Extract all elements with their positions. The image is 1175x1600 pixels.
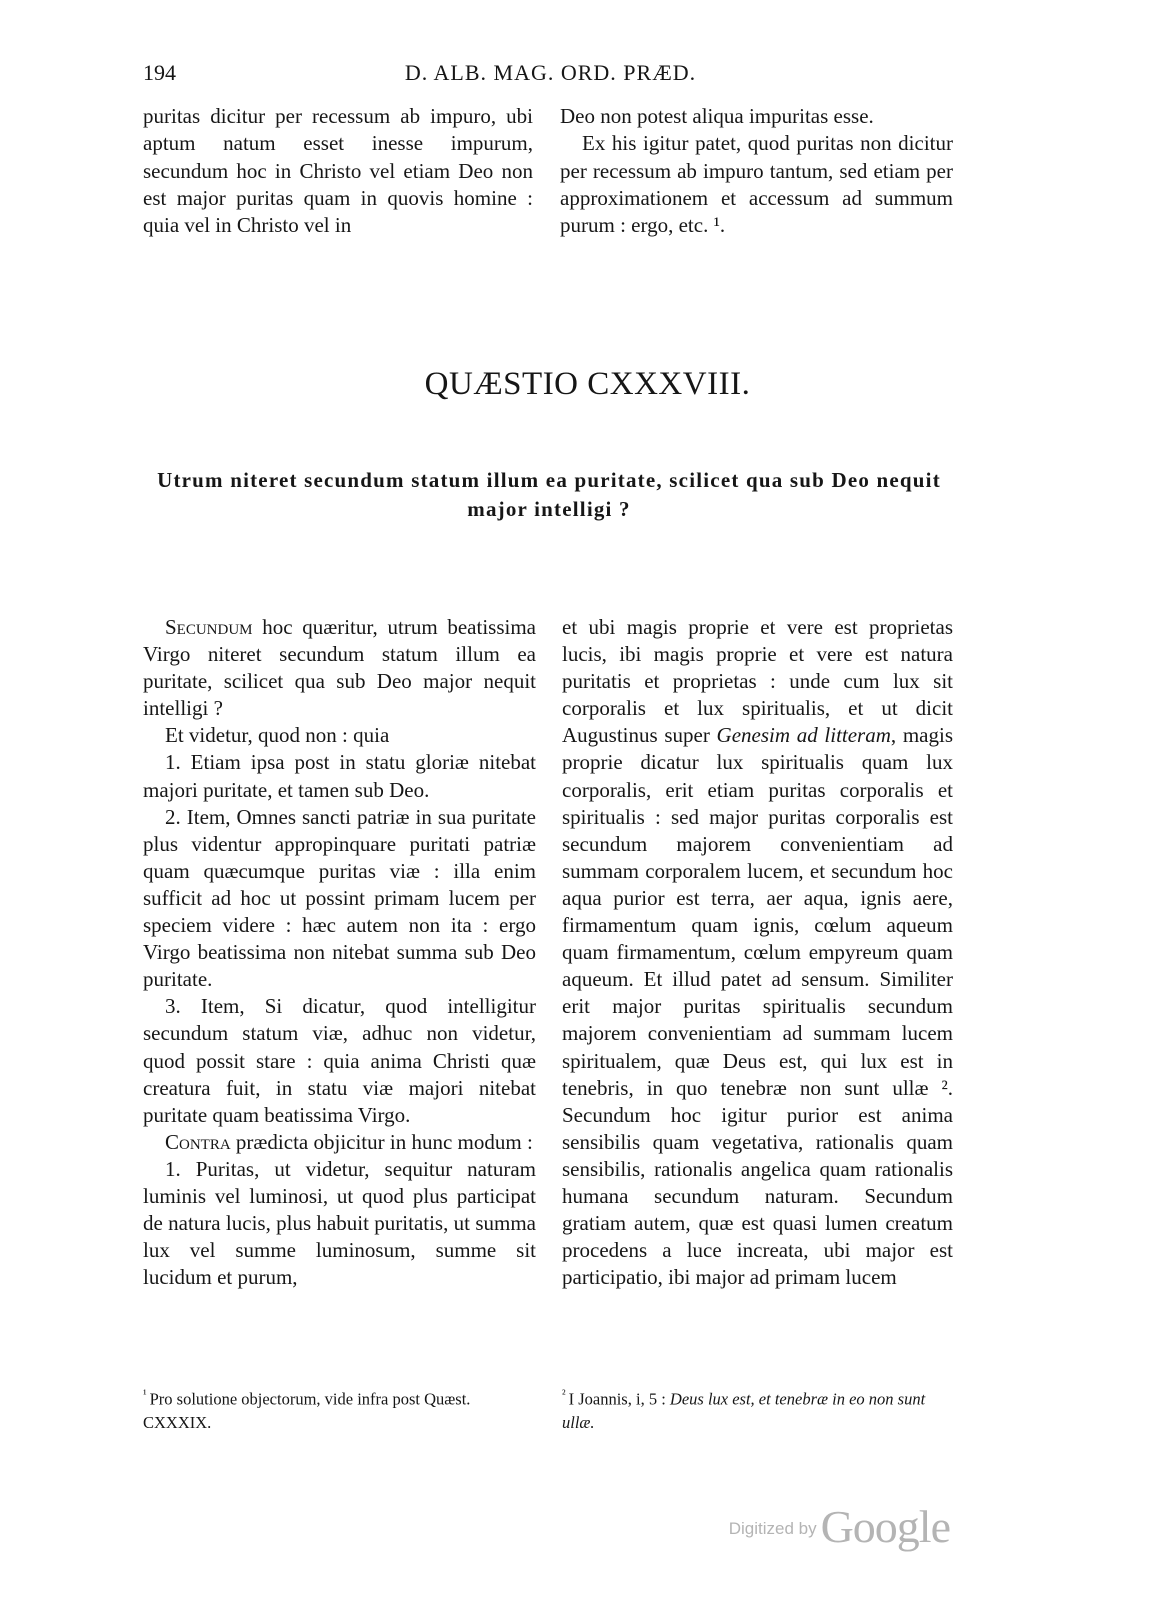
lead-word: Secundum xyxy=(165,615,253,639)
footnote-ref: I Joannis, i, 5 : xyxy=(568,1389,670,1409)
digitized-watermark xyxy=(729,1500,950,1553)
paragraph: 1. Puritas, ut videtur, sequitur naturam luminis vel luminosi, ut quod plus participat de natura lucis, plus habuit puritatis, ut summa lux vel summe luminosum, summe sit lucidum et purum, xyxy=(143,1156,536,1290)
page-number: 194 xyxy=(143,60,176,85)
paragraph-text: hoc quæritur, utrum beatissima Virgo niteret secundum statum illum ea puritate, scilicet qua sub Deo major nequit intelligi ? xyxy=(143,615,536,721)
question-title: QUÆSTIO CXXXVIII. xyxy=(424,366,751,402)
paragraph-text: prædicta objicitur in hunc modum : xyxy=(230,1129,533,1154)
paragraph xyxy=(143,614,536,722)
paragraph: puritas dicitur per recessum ab impuro, ubi aptum natum esset inesse impurum, secundum hoc in Christo vel etiam Deo non est major puritas quam in quovis homine : quia vel in Christo vel in xyxy=(143,104,533,238)
paragraph: Et videtur, quod non : quia xyxy=(165,723,390,748)
paragraph xyxy=(562,614,953,1291)
paragraph: 2. Item, Omnes sancti patriæ in sua puritate plus videntur appropinquare puritati patriæ quam quæcumque puritas viæ : illa enim sufficit ad hoc ut possint primam lucem per speciem videre : hæc autem non ita : ergo Virgo beatissima non nitebat summa sub Deo puritate. xyxy=(143,804,536,992)
paragraph-text: , magis proprie dicatur lux spiritualis quam lux corporalis, erit etiam puritas corporalis et spiritualis : sed major puritas corporalis est secundum majorem convenientiam ad summam corporalem lucem, et secundum hoc aqua purior est terra, aer aqua, ignis aere, firmamentum quam ignis, cœlum aqueum quam firmamentum, cœlum empyreum quam aqueum. Et illud patet ad sensum. Similiter erit major puritas spiritualis secundum majorem convenientiam ad summam lucem spiritualem, quæ Deus est, qui lux est in tenebris, in quo tenebræ non sunt ullæ ². Secundum hoc igitur purior est anima sensibilis quam vegetativa, rationalis quam sensibilis, rationalis angelica quam rationalis humana secundum naturam. Secundum gratiam autem, quæ est quasi lumen creatum procedens a luce increata, ubi major est participatio, ibi major ad primam lucem xyxy=(562,723,954,1290)
top-right-column xyxy=(560,103,953,239)
top-left-column xyxy=(143,103,533,239)
google-logo: Google xyxy=(820,1501,950,1552)
paragraph xyxy=(143,1129,536,1156)
paragraph: Deo non potest aliqua impuritas esse. xyxy=(560,104,874,128)
footnote-mark: ¹ xyxy=(143,1387,147,1401)
running-title: D. ALB. MAG. ORD. PRÆD. xyxy=(404,60,697,85)
footnote-1 xyxy=(143,1383,538,1434)
running-head xyxy=(143,60,958,94)
paragraph: Ex his igitur patet, quod puritas non dicitur per recessum ab impuro tantum, sed etiam per approximationem et accessum ad summum purum : ergo, etc. ¹. xyxy=(560,131,953,238)
footnote-text: Pro solutione objectorum, vide infra post Quæst. CXXXIX. xyxy=(143,1389,471,1432)
main-right-column xyxy=(562,614,953,1291)
footnote-quote: Deus lux est, et tenebræ in eo non sunt ullæ. xyxy=(562,1389,926,1432)
watermark-prefix: Digitized by xyxy=(728,1519,817,1538)
main-left-column xyxy=(143,614,536,1291)
footnote-mark: ² xyxy=(562,1387,566,1401)
footnote-2 xyxy=(562,1383,953,1434)
paragraph-text: et ubi magis proprie et vere est proprietas lucis, ibi magis proprie et vere est natura puritatis et proprietas : unde cum lux sit corporalis et lux spiritualis, et ut dicit Augustinus super xyxy=(562,615,953,748)
italic-title: Genesim ad litteram xyxy=(716,723,891,748)
lead-word: Contra xyxy=(165,1129,231,1154)
paragraph: 1. Etiam ipsa post in statu gloriæ nitebat majori puritate, et tamen sub Deo. xyxy=(143,750,536,802)
paragraph: 3. Item, Si dicatur, quod intelligitur secundum statum viæ, adhuc non videtur, quod possit stare : quia anima Christi quæ creatura fuit, in statu viæ majori nitebat puritate quam beatissima Virgo. xyxy=(143,994,536,1127)
question-subtitle: Utrum niteret secundum statum illum ea puritate, scilicet qua sub Deo nequit major intelligi ? xyxy=(157,468,941,521)
